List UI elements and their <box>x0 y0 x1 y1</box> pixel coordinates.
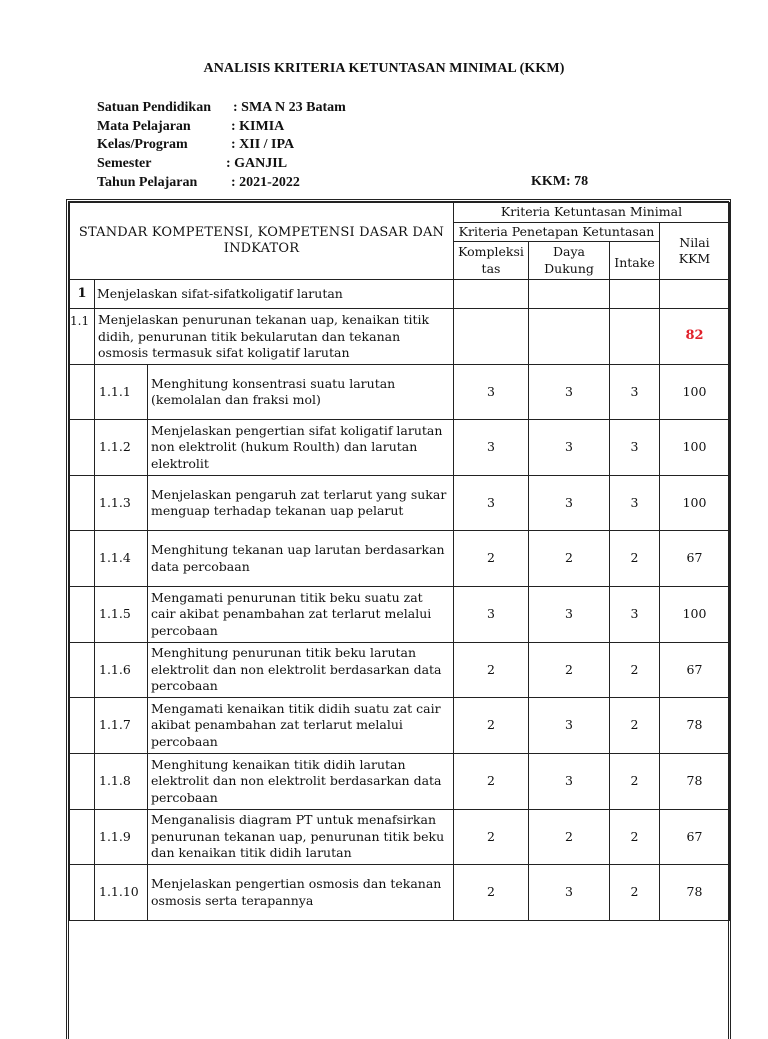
indicator-indent <box>70 420 95 476</box>
indicator-code: 1.1.9 <box>95 810 148 865</box>
indicator-nilai-kkm: 67 <box>660 810 730 865</box>
meta-mapel-value: : KIMIA <box>231 119 285 134</box>
kd-text: Menjelaskan penurunan tekanan uap, kenaikan titik didih, penurunan titik bekularutan dan tekanan osmosis termasuk sifat koligatif larutan <box>95 309 454 365</box>
indicator-indent <box>70 865 95 921</box>
indicator-intake: 3 <box>610 420 660 476</box>
indicator-text: Mengamati kenaikan titik didih suatu zat cair akibat penambahan zat terlarut melalui percobaan <box>148 698 454 754</box>
indicator-text: Menghitung konsentrasi suatu larutan (kemolalan dan fraksi mol) <box>148 365 454 420</box>
header-daya-dukung <box>529 242 610 280</box>
indicator-text: Menjelaskan pengaruh zat terlarut yang sukar menguap terhadap tekanan uap pelarut <box>148 476 454 531</box>
kd-kompleksitas <box>454 309 529 365</box>
indicator-intake: 2 <box>610 531 660 587</box>
indicator-row <box>70 476 730 531</box>
indicator-intake: 2 <box>610 698 660 754</box>
meta-semester-label: Semester <box>97 156 152 171</box>
meta-satuan <box>97 100 346 116</box>
indicator-daya-dukung: 2 <box>529 810 610 865</box>
meta-mapel-label: Mata Pelajaran <box>97 119 191 134</box>
indicator-code: 1.1.8 <box>95 754 148 810</box>
indicator-intake: 2 <box>610 865 660 921</box>
indicator-code: 1.1.10 <box>95 865 148 921</box>
indicator-nilai-kkm: 78 <box>660 754 730 810</box>
indicator-row <box>70 420 730 476</box>
indicator-kompleksitas: 3 <box>454 420 529 476</box>
header-nilai-text: Nilai KKM <box>678 234 711 266</box>
meta-satuan-value: : SMA N 23 Batam <box>233 100 346 115</box>
indicator-nilai-kkm: 100 <box>660 365 730 420</box>
indicator-nilai-kkm: 78 <box>660 865 730 921</box>
indicator-intake: 2 <box>610 754 660 810</box>
indicator-daya-dukung: 2 <box>529 531 610 587</box>
meta-satuan-label: Satuan Pendidikan <box>97 100 211 115</box>
indicator-kompleksitas: 2 <box>454 865 529 921</box>
indicator-code: 1.1.2 <box>95 420 148 476</box>
header-kkm-group: Kriteria Ketuntasan Minimal <box>454 203 730 223</box>
indicator-indent <box>70 754 95 810</box>
indicator-text: Menganalisis diagram PT untuk menafsirkan penurunan tekanan uap, penurunan titik beku dan kenaikan titik didih larutan <box>148 810 454 865</box>
meta-kelas <box>97 137 294 153</box>
indicator-intake: 3 <box>610 365 660 420</box>
meta-tahun-value: : 2021-2022 <box>231 175 300 190</box>
indicator-row <box>70 810 730 865</box>
indicator-daya-dukung: 3 <box>529 365 610 420</box>
kkm-table <box>69 202 730 921</box>
indicator-row <box>70 587 730 643</box>
meta-kelas-value: : XII / IPA <box>231 137 295 152</box>
indicator-kompleksitas: 3 <box>454 476 529 531</box>
meta-kelas-label: Kelas/Program <box>97 137 188 152</box>
kd-row <box>70 309 730 365</box>
header-intake: Intake <box>610 242 660 280</box>
meta-kkm: KKM: 78 <box>531 174 589 189</box>
indicator-intake: 2 <box>610 810 660 865</box>
indicator-text: Menghitung tekanan uap larutan berdasarkan data percobaan <box>148 531 454 587</box>
indicator-row <box>70 531 730 587</box>
indicator-indent <box>70 643 95 698</box>
header-row-1 <box>70 203 730 223</box>
indicator-nilai-kkm: 100 <box>660 476 730 531</box>
kd-intake <box>610 309 660 365</box>
indicator-code: 1.1.4 <box>95 531 148 587</box>
indicator-daya-dukung: 3 <box>529 865 610 921</box>
indicator-row <box>70 643 730 698</box>
indicator-indent <box>70 810 95 865</box>
indicator-kompleksitas: 3 <box>454 365 529 420</box>
indicator-nilai-kkm: 67 <box>660 643 730 698</box>
kd-daya <box>529 309 610 365</box>
meta-tahun <box>97 175 300 191</box>
indicator-row <box>70 754 730 810</box>
indicator-nilai-kkm: 100 <box>660 420 730 476</box>
indicator-indent <box>70 531 95 587</box>
kd-nilai: 82 <box>660 309 730 365</box>
kd-code: 1.1 <box>70 309 95 365</box>
meta-semester <box>97 156 287 172</box>
indicator-code: 1.1.5 <box>95 587 148 643</box>
indicator-intake: 3 <box>610 476 660 531</box>
indicator-indent <box>70 365 95 420</box>
meta-mapel <box>97 119 284 135</box>
indicator-daya-dukung: 3 <box>529 754 610 810</box>
meta-semester-value: : GANJIL <box>226 156 288 171</box>
header-standar <box>70 203 454 280</box>
indicator-text: Menghitung kenaikan titik didih larutan elektrolit dan non elektrolit berdasarkan data percobaan <box>148 754 454 810</box>
indicator-text: Menjelaskan pengertian sifat koligatif larutan non elektrolit (hukum Roulth) dan larutan elektrolit <box>148 420 454 476</box>
sk-daya <box>529 280 610 309</box>
indicator-row <box>70 865 730 921</box>
header-nilai-kkm <box>660 223 730 280</box>
indicator-indent <box>70 698 95 754</box>
indicator-kompleksitas: 2 <box>454 810 529 865</box>
indicator-daya-dukung: 2 <box>529 643 610 698</box>
indicator-kompleksitas: 2 <box>454 643 529 698</box>
indicator-code: 1.1.7 <box>95 698 148 754</box>
indicator-text: Menghitung penurunan titik beku larutan elektrolit dan non elektrolit berdasarkan data percobaan <box>148 643 454 698</box>
indicator-code: 1.1.6 <box>95 643 148 698</box>
indicator-code: 1.1.3 <box>95 476 148 531</box>
indicator-rows <box>70 365 730 921</box>
indicator-daya-dukung: 3 <box>529 420 610 476</box>
header-standar-text: STANDAR KOMPETENSI, KOMPETENSI DASAR DAN INDKATOR <box>78 224 445 256</box>
document-title: ANALISIS KRITERIA KETUNTASAN MINIMAL (KKM) <box>203 61 565 76</box>
sk-nilai <box>660 280 730 309</box>
indicator-daya-dukung: 3 <box>529 587 610 643</box>
indicator-kompleksitas: 3 <box>454 587 529 643</box>
sk-text: Menjelaskan sifat-sifatkoligatif larutan <box>95 280 454 309</box>
indicator-daya-dukung: 3 <box>529 698 610 754</box>
indicator-kompleksitas: 2 <box>454 698 529 754</box>
indicator-nilai-kkm: 100 <box>660 587 730 643</box>
indicator-row <box>70 365 730 420</box>
indicator-intake: 3 <box>610 587 660 643</box>
header-kompleksitas: Kompleksi tas <box>454 242 529 280</box>
indicator-code: 1.1.1 <box>95 365 148 420</box>
indicator-row <box>70 698 730 754</box>
indicator-kompleksitas: 2 <box>454 754 529 810</box>
sk-intake <box>610 280 660 309</box>
indicator-indent <box>70 587 95 643</box>
indicator-daya-dukung: 3 <box>529 476 610 531</box>
indicator-indent <box>70 476 95 531</box>
indicator-nilai-kkm: 67 <box>660 531 730 587</box>
indicator-nilai-kkm: 78 <box>660 698 730 754</box>
indicator-intake: 2 <box>610 643 660 698</box>
meta-tahun-label: Tahun Pelajaran <box>97 175 198 190</box>
sk-number: 1 <box>70 280 95 309</box>
indicator-text: Mengamati penurunan titik beku suatu zat cair akibat penambahan zat terlarut melalui percobaan <box>148 587 454 643</box>
indicator-text: Menjelaskan pengertian osmosis dan tekanan osmosis serta terapannya <box>148 865 454 921</box>
header-daya-text: Daya Dukung <box>544 244 594 276</box>
indicator-kompleksitas: 2 <box>454 531 529 587</box>
sk-kompleksitas <box>454 280 529 309</box>
header-penetapan: Kriteria Penetapan Ketuntasan <box>454 223 660 242</box>
sk-row <box>70 280 730 309</box>
